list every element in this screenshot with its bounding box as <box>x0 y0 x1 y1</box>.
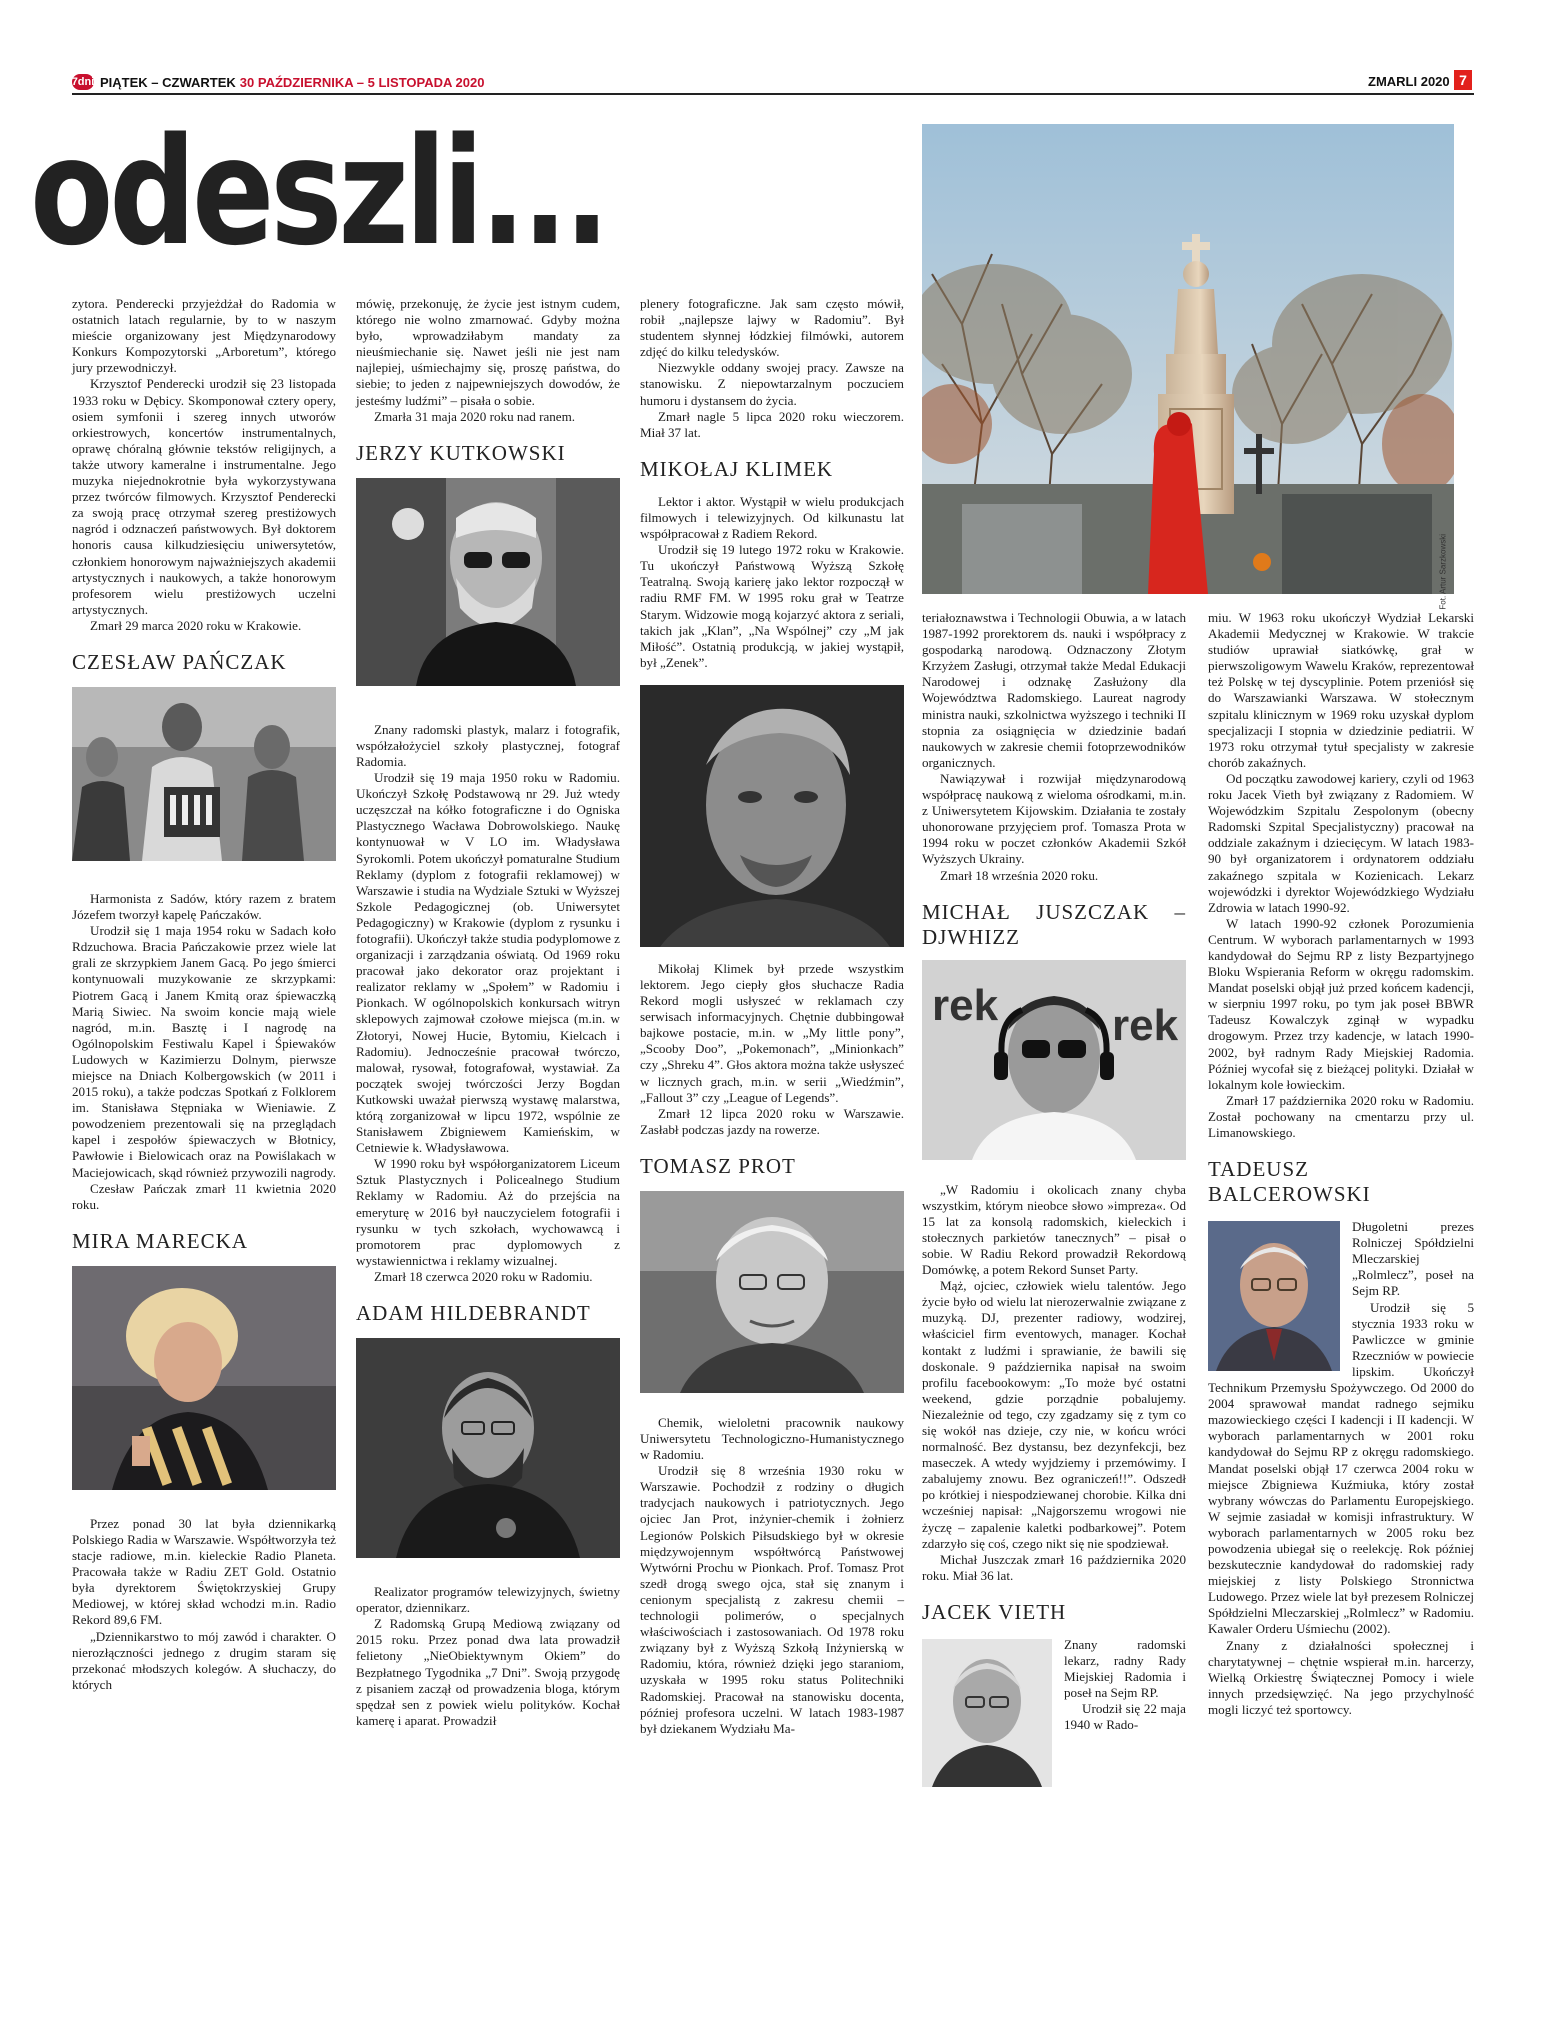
photo-credit: Fot. Artur Sarzkowski <box>1439 534 1448 610</box>
header-dates: 30 PAŹDZIERNIKA – 5 LISTOPADA 2020 <box>239 74 485 90</box>
panczak-photo <box>72 687 336 861</box>
obituary-name: CZESŁAW PAŃCZAK <box>72 649 287 674</box>
klimek-photo <box>640 685 904 947</box>
text-paragraph: Michał Juszczak zmarł 16 października 2020 roku. Miał 36 lat. <box>922 1551 1186 1583</box>
text-paragraph: Urodził się 5 stycznia 1933 roku w Pawliczce w gminie Rzeczniów w powiecie lipskim. Ukończył Technikum Przemysłu Spożywczego. Od 2000 do 2004 sprawował mandat radnego sejmiku mazowieckiego części I kadencji i II kadencji. W wyborach parlamentarnych w 2001 roku kandydował do Sejmu RP z okręgu radomskiego. Mandat poselski objął 17 czerwca 2004 roku w miejsce Zbigniewa Kuźmiuka, który został wybrany wówczas do Parlamentu Europejskiego. W sejmie zasiadał w komisji infrastruktury. W wyborach parlamentarnych w 2005 roku bez powodzenia ubiegał się o reelekcję. Rok później bezskutecznie kandydował do radomskiej rady miejskiej z listy Polskiego Stronnictwa Ludowego. Przez wiele lat był prezesem Rolniczej Spółdzielni Mleczarskiej „Rolmlecz” w Radomiu. Kawaler Orderu Uśmiechu (2002). <box>1208 1299 1474 1637</box>
page-number: 7 <box>1454 70 1472 90</box>
obituary-name: MICHAŁ JUSZCZAK – DJWHIZZ <box>922 899 1186 949</box>
text-paragraph: Znany radomski lekarz, radny Rady Miejskiej Radomia i poseł na Sejm RP. <box>1064 1636 1186 1701</box>
text-paragraph: „W Radomiu i okolicach znany chyba wszystkim, którym nieobce słowo »impreza«. Od 15 lat za konsolą radomskich, kieleckich i stołecznych parkietów tanecznych” – pisał o sobie. W Radiu Rekord prowadził Rekordową Domówkę, a potem Rekord Sunset Party. <box>922 1181 1186 1278</box>
text-paragraph: Realizator programów telewizyjnych, świetny operator, dziennikarz. <box>356 1584 620 1616</box>
text-paragraph: Urodził się 19 lutego 1972 roku w Krakowie. Tu ukończył Państwową Wyższą Szkołę Teatralną. Swoją karierę jako lektor rozpoczął w radiu RMF FM. W 1995 roku grał w Teatrze Starym. Widzowie mogą kojarzyć aktora z seriali, takich jak „Klan”, „Na Wspólnej” czy „M jak Miłość”. Ostatnią produkcją, w jakiej wystąpił, był „Zenek”. <box>640 542 904 670</box>
text-paragraph: mówię, przekonuję, że życie jest istnym cudem, którego nie wolno zmarnować. Gdyby można było, wprowadziłabym mandaty za nieuśmiechanie się. Nawet jeśli nie jest nam najlepiej, uśmiechajmy się, proszę państwa, do siebie; to jeden z najpewniejszych dowodów, że jesteśmy ludźmi” – pisała o sobie. <box>356 296 620 408</box>
text-paragraph: Krzysztof Penderecki urodził się 23 listopada 1933 roku w Dębicy. Skomponował cztery opery, osiem symfonii i szereg innych utworów orkiestrowych, koncertów instrumentalnych, oprawę chóralną głównie tekstów religijnych, a także utwory kameralne i instrumentalne. Jego muzyka niejednokrotnie była wykorzystywana przez twórców filmowych. Krzysztof Penderecki za swoją pracę otrzymał szereg prestiżowych nagród i odznaczeń państwowych. Był doktorem honoris causa kilkudziesięciu uniwersytetów, członkiem honorowym najważniejszych akademii artystycznych i naukowych, a także honorowym profesorem wielu prestiżowych uczelni artystycznych. <box>72 376 336 617</box>
headline: odeszli... <box>30 106 606 278</box>
column-2 <box>356 296 620 1729</box>
section-title: ZMARLI 2020 <box>1368 74 1450 89</box>
text-paragraph: Zmarł 29 marca 2020 roku w Krakowie. <box>90 617 302 633</box>
kutkowski-photo <box>356 478 620 686</box>
balcerowski-photo <box>1208 1221 1340 1371</box>
header-divider <box>72 93 1474 95</box>
newspaper-logo: 7dni <box>71 76 95 88</box>
text-paragraph: Od początku zawodowej kariery, czyli od 1963 roku Jacek Vieth był związany z Radomiem. W Wojewódzkim Szpitalu Zespolonym (obecny Radomski Szpital Specjalistyczny) pracował na oddziale zakaźnym i dziecięcym. W latach 1983-90 był organizatorem i ordynatorem oddziału zakaźnego szpitala w Kozienicach. Lekarz wojewódzki i dyrektor Wojewódzkiego Wydziału Zdrowia w latach 1990-92. <box>1208 770 1474 915</box>
prot-photo <box>640 1191 904 1393</box>
text-paragraph: W 1990 roku był współorganizatorem Liceum Sztuk Plastycznych i Policealnego Studium Reklamy w Radomiu. Aż do przejścia na emeryturę w 2016 był nauczycielem fotografii i rysunku w tych szkołach, wychowawcą i promotorem prac dyplomowych z wystawiennictwa i reklamy wizualnej. <box>356 1156 620 1268</box>
text-paragraph: Czesław Pańczak zmarł 11 kwietnia 2020 roku. <box>72 1180 336 1212</box>
text-paragraph: W latach 1990-92 członek Porozumienia Centrum. W wyborach parlamentarnych w 1993 kandydował do Sejmu RP z listy Bezpartyjnego Bloku Wspierania Reform w okręgu radomskim. Mandat poselski objął już przed końcem kadencji, w sierpniu 1997 roku, po tym jak poseł BBWR Tadeusz Kowalczyk zginął w wypadku drogowym. Przez trzy kadencje, w latach 1990-2002, był radnym Rady Miejskiej Radomia. Później wycofał się z bieżącej polityki. Działał w lokalnym kole łowieckim. <box>1208 915 1474 1092</box>
text-paragraph: Urodził się 22 maja 1940 w Rado- <box>1064 1701 1186 1733</box>
text-paragraph: Nawiązywał i rozwijał międzynarodową współpracę naukową z wieloma ośrodkami, m.in. z Uniwersytetem Kijowskim. Działania te zostały uhonorowane przyjęciem prof. Tomasza Prota w 1994 roku w poczet członków Akademii Szkół Wyższych Ukrainy. <box>922 770 1186 867</box>
column-1 <box>72 296 336 1693</box>
column-4 <box>922 610 1186 1793</box>
text-paragraph: teriałoznawstwa i Technologii Obuwia, a w latach 1987-1992 prorektorem ds. nauki i współpracy z gospodarką narodową. Odznaczony Złotym Krzyżem Zasługi, otrzymał także Medal Edukacji Narodowej i odznakę Zasłużony dla Województwa Radomskiego. Laureat nagrody ministra nauki, szkolnictwa wyższego i techniki II stopnia za osiągnięcia w dziedzinie badań naukowych w zakresie chemii fotoprzewodników organicznych. <box>922 610 1186 770</box>
studio-banner-left: rek <box>932 980 999 1030</box>
obituary-name: ADAM HILDEBRANDT <box>356 1301 591 1326</box>
obituary-name: JERZY KUTKOWSKI <box>356 440 566 465</box>
vieth-photo <box>922 1639 1052 1787</box>
obituary-name: MIKOŁAJ KLIMEK <box>640 456 834 481</box>
juszczak-photo <box>922 960 1186 1160</box>
text-paragraph: plenery fotograficzne. Jak sam często mówił, robił „najlepsze lajwy w Radomiu”. Był studentem słynnej łódzkiej filmówki, autorem zdjęć do kilku teledysków. <box>640 296 904 360</box>
text-paragraph: Znany radomski plastyk, malarz i fotografik, współzałożyciel szkoły plastycznej, fotograf Radomia. <box>356 721 620 769</box>
column-5 <box>1208 610 1474 1718</box>
obituary-name: MIRA MARECKA <box>72 1228 248 1253</box>
studio-banner-right: rek <box>1112 1000 1179 1050</box>
page-header-left <box>72 74 484 90</box>
marecka-photo <box>72 1266 336 1490</box>
text-paragraph: „Dziennikarstwo to mój zawód i charakter. O nierozłączności jednego z drugim staram się przekonać młodszych kolegów. A słuchaczy, do których <box>72 1628 336 1692</box>
text-paragraph: Niezwykle oddany swojej pracy. Zawsze na stanowisku. Z niepowtarzalnym poczuciem humoru i dystansem do życia. <box>640 360 904 408</box>
text-paragraph: Przez ponad 30 lat była dziennikarką Polskiego Radia w Warszawie. Współtworzyła też stacje radiowe, m.in. kieleckie Radio Planeta. Pracowała także w Radiu ZET Gold. Ostatnio była dyrektorem Świętokrzyskiej Grupy Mediowej, w której skład wchodzi m.in. Radio Rekord 89,6 FM. <box>72 1515 336 1628</box>
text-paragraph: Mąż, ojciec, człowiek wielu talentów. Jego życie było od wielu lat nierozerwalnie związane z muzyką. DJ, prezenter radiowy, wodzirej, właściciel firm eventowych, manager. Kochał kontakt z ludźmi i sprawianie, że bawili się doskonale. 9 października napisał na swoim profilu facebookowym: „To może być ostatni weekend, gdzie porządnie pobalujemy. Niezależnie od tego, czy zgadzamy się z tym co się wokół nas dzieje, czy nie, w końcu wróci normalność. Bez dystansu, bez dezynfekcji, bez maseczek. A wtedy wyjdziemy i przemówimy. I zabalujemy znowu. Bez ograniczeń!!”. Odszedł po krótkiej i niespodziewanej chorobie. Kilka dni wcześniej napisał: „Najgorszemu wrogowi nie życzę – zapalenie kaletki podbarkowej”. Potem zdarzyło się coś, czego nikt się nie spodziewał. <box>922 1278 1186 1551</box>
cemetery-photo <box>922 124 1454 610</box>
obituary-name: TADEUSZ BALCEROWSKI <box>1208 1157 1371 1207</box>
text-paragraph: Zmarła 31 maja 2020 roku nad ranem. <box>374 408 576 424</box>
text-paragraph: Zmarł 18 września 2020 roku. <box>940 867 1099 883</box>
text-paragraph: Zmarł nagle 5 lipca 2020 roku wieczorem. Miał 37 lat. <box>640 408 904 440</box>
text-paragraph: Urodził się 19 maja 1950 roku w Radomiu. Ukończył Szkołę Podstawową nr 29. Już wtedy uczęszczał na kółko fotograficzne i do Ogniska Plastycznego Wacława Dobrowolskiego. Naukę kontynuował w V LO im. Władysława Syrokomli. Potem ukończył pomaturalne Studium Reklamy (dyplom z fotografii reklamowej) w Warszawie i studia na Wydziale Sztuki w Wyższej Szkole Pedagogicznej (ob. Uniwersytet Pedagogiczny) w Krakowie (dyplom z rysunku i fotografii). Ukończył także studia podyplomowe z organizacji i zarządzania oświatą. Od 1969 roku pracował jako dekorator oraz projektant i realizator reklamy w „Społem” w Radomiu i Pionkach. W ogólnopolskich konkursach witryn sklepowych zajmował czołowe miejsca (m.in. w Złotoryi, Nowej Hucie, Bytomiu, Kielcach i Radomiu). Jednocześnie pracował twórczo, malował, rysował, fotografował, wystawiał. Za początek swojej twórczości Jerzy Bogdan Kutkowski uważał pierwszą wystawę malarstwa, którą zorganizował w lipcu 1972, wspólnie ze Stanisławem Zbigniewem Kamieńskim, w Cetniewie k. Władysławowa. <box>356 770 620 1156</box>
hildebrandt-photo <box>356 1338 620 1558</box>
text-paragraph: Zmarł 12 lipca 2020 roku w Warszawie. Zasłabł podczas jazdy na rowerze. <box>640 1105 904 1137</box>
column-3 <box>640 296 904 1737</box>
text-paragraph: Zmarł 18 czerwca 2020 roku w Radomiu. <box>374 1268 593 1284</box>
text-paragraph: zytora. Penderecki przyjeżdżał do Radomia w ostatnich latach regularnie, by to w naszym mieście organizowany jest Międzynarodowy Konkurs Kompozytorski „Arboretum”, którego jury przewodniczył. <box>72 296 336 376</box>
text-paragraph: Urodził się 8 września 1930 roku w Warszawie. Pochodził z rodziny o długich tradycjach naukowych i patriotycznych. Jego ojciec Jan Prot, inżynier-chemik i żołnierz Legionów Polskich Piłsudskiego był w okresie międzywojennym współtwórcą Państwowej Wytwórni Prochu w Pionkach. Prof. Tomasz Prot szedł drogą swego ojca, stał się znanym i cenionym specjalistą z zakresu chemii – technologii polimerów, o specjalnych właściwościach i zastosowaniach. Od 1978 roku związany był z Wyższą Szkołą Inżynierską w Radomiu, która, również dzięki jego staraniom, uzyskała w 1995 roku status Politechniki Radomskiej. Pracował na stanowisku docenta, później profesora uczelni. W latach 1983-1987 był dziekanem Wydziału Ma- <box>640 1463 904 1736</box>
obituary-name: JACEK VIETH <box>922 1599 1067 1624</box>
text-paragraph: miu. W 1963 roku ukończył Wydział Lekarski Akademii Medycznej w Krakowie. W trakcie studiów uprawiał siatkówkę, grał w pierwszoligowym Wawelu Kraków, reprezentował też Polskę w tej dyscyplinie. Potem przeniósł się do Warszawianki Warszawa. W stołecznym szpitalu klinicznym w 1969 roku uzyskał dyplom specjalizacji I stopnia w dziedzinie pediatrii. W 1973 roku otrzymał tytuł specjalisty w zakresie chorób zakaźnych. <box>1208 610 1474 770</box>
text-paragraph: Lektor i aktor. Wystąpił w wielu produkcjach filmowych i telewizyjnych. Od kilkunastu lat współpracował z Radiem Rekord. <box>640 493 904 542</box>
obituary-name: TOMASZ PROT <box>640 1153 796 1178</box>
text-paragraph: Mikołaj Klimek był przede wszystkim lektorem. Jego ciepły głos słuchacze Radia Rekord mogli usłyszeć w reklamach czy serwisach informacyjnych. Chętnie dubbingował bajkowe postacie, m.in. w „My little pony”, „Scooby Doo”, „Pokemonach”, „Minionkach” czy „Shreku 4”. Głos aktora można także usłyszeć w licznych grach, m.in. w serii „Wiedźmin”, „Fallout 3” czy „League of Legends”. <box>640 960 904 1105</box>
header-days: PIĄTEK – CZWARTEK <box>100 74 236 90</box>
text-paragraph: Zmarł 17 października 2020 roku w Radomiu. Został pochowany na cmentarzu przy ul. Limanowskiego. <box>1208 1092 1474 1140</box>
text-paragraph: Długoletni prezes Rolniczej Spółdzielni Mleczarskiej „Rolmlecz”, poseł na Sejm RP. <box>1352 1219 1474 1299</box>
text-paragraph: Znany z działalności społecznej i charytatywnej – chętnie wspierał m.in. harcerzy, Wielką Orkiestrę Świątecznej Pomocy i wiele innych przedsięwzięć. Na jego przychylność mogli liczyć też sportowcy. <box>1208 1637 1474 1717</box>
text-paragraph: Z Radomską Grupą Mediową związany od 2015 roku. Przez ponad dwa lata prowadził felietony „NieObiektywnym Okiem” do Bezpłatnego Tygodnika „7 Dni”. Swoją przygodę z pisaniem zaczął od prowadzenia bloga, którym spędzał sen z powiek wielu polityków. Kochał kamerę i aparat. Prowadził <box>356 1616 620 1728</box>
text-paragraph: Chemik, wieloletni pracownik naukowy Uniwersytetu Technologiczno-Humanistycznego w Radomiu. <box>640 1414 904 1463</box>
text-paragraph: Harmonista z Sadów, który razem z bratem Józefem tworzył kapelę Pańczaków. <box>72 890 336 923</box>
text-paragraph: Urodził się 1 maja 1954 roku w Sadach koło Rdzuchowa. Bracia Pańczakowie przez wiele lat grali ze skrzypkiem Janem Gacą. Po jego śmierci kontynuowali muzykowanie ze skrzypkami: Piotrem Gacą i Janem Kmitą oraz śpiewaczką Marią Siwiec. Na swoim koncie mają wiele nagród, m.in. Basztę i I nagrodę na Ogólnopolskim Festiwalu Kapel i Śpiewaków Ludowych w Kazimierzu Dolnym, pierwsze miejsce na Dniach Kolbergowskich (w 2011 i 2015 roku), a także podczas Spotkań z Folklorem im. Stanisława Stępniaka w Wieniawie. Z powodzeniem prezentowali się na przeglądach kapel i zespołów śpiewaczych w Błotnicy, Pawłowie i Bielowicach oraz na Powiślakach w Maciejowicach, skąd również przywozili nagrody. <box>72 923 336 1180</box>
